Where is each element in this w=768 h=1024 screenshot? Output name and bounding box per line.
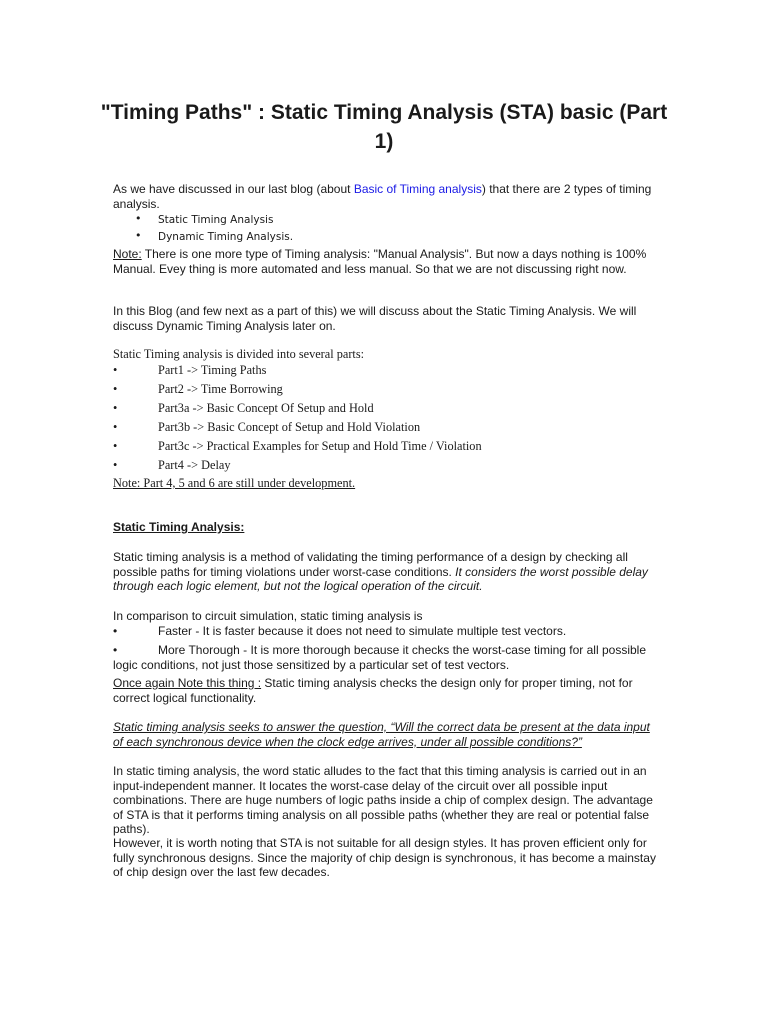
bullet-icon: •: [113, 643, 118, 657]
bullet-icon: •: [113, 401, 118, 415]
bullet-icon: •: [113, 363, 118, 377]
note-label: Note:: [113, 247, 142, 261]
static-paragraph: In static timing analysis, the word static alludes to the fact that this timing analysis is carried out in an input-independent manner. It locates the worst-case delay of the circuit over all possible input combinations. There are huge numbers of logic paths inside a chip of complex design. The advantage of STA is that it performs timing analysis on all possible paths (whether they are real or potential false paths).: [113, 764, 653, 836]
list-item-label: Part2 -> Time Borrowing: [158, 382, 283, 396]
type-label: Static Timing Analysis: [158, 214, 274, 226]
parts-intro: Static Timing analysis is divided into several parts:: [113, 347, 365, 361]
bullet-icon: •: [113, 458, 118, 472]
blog-paragraph: In this Blog (and few next as a part of this) we will discuss about the Static Timing Analysis. We will discuss Dynamic Timing Analysis later on.: [113, 304, 637, 333]
type-label: Dynamic Timing Analysis.: [158, 231, 294, 243]
note-text: There is one more type of Timing analysis: "Manual Analysis". But now a days nothing is 100% Manual. Evey thing is more automated and less manual. So that we are not discussing right now.: [113, 247, 647, 276]
once-again-label: Once again Note this thing :: [113, 676, 262, 690]
comparison-intro: In comparison to circuit simulation, static timing analysis is: [113, 609, 423, 623]
bullet-icon: •: [135, 229, 142, 242]
basic-timing-link[interactable]: Basic of Timing analysis: [353, 182, 482, 196]
list-item-label: Faster - It is faster because it does not need to simulate multiple test vectors.: [158, 624, 567, 638]
list-item: [113, 643, 658, 672]
list-item-label: Part3b -> Basic Concept of Setup and Hold Violation: [158, 420, 421, 434]
page-title: "Timing Paths" : Static Timing Analysis (STA) basic (Part 1): [100, 101, 668, 153]
parts-note: Note: Part 4, 5 and 6 are still under development.: [113, 476, 356, 490]
note-paragraph: [113, 247, 658, 276]
intro-text-end: ) that there are 2 types of timing analysis.: [113, 182, 652, 211]
intro-paragraph: [113, 182, 658, 211]
list-item-label: Part4 -> Delay: [158, 458, 231, 472]
bullet-icon: •: [135, 212, 142, 225]
list-item-label: Part1 -> Timing Paths: [158, 363, 267, 377]
bullet-icon: •: [113, 439, 118, 453]
list-item-label: More Thorough - It is more thorough because it checks the worst-case timing for all possible logic conditions, not just those sensitized by a particular set of test vectors.: [113, 643, 647, 672]
sta-definition-italic: It considers the worst possible delay through each logic element, but not the logical operation of the circuit.: [113, 564, 648, 593]
list-item-label: Part3c -> Practical Examples for Setup and Hold Time / Violation: [158, 439, 482, 453]
sta-definition: [113, 550, 658, 594]
however-paragraph: However, it is worth noting that STA is not suitable for all design styles. It has proven efficient only for fully synchronous designs. Since the majority of chip design is synchronous, it has become a mainstay of chip design over the last few decades.: [113, 836, 656, 879]
section-heading: Static Timing Analysis:: [113, 520, 245, 534]
intro-text: As we have discussed in our last blog (about: [113, 182, 354, 196]
bullet-icon: •: [113, 382, 118, 396]
sta-question: Static timing analysis seeks to answer the question, “Will the correct data be present at the data input of each synchronous device when the clock edge arrives, under all possible conditions?”: [113, 720, 650, 749]
bullet-icon: •: [113, 420, 118, 434]
list-item-label: Part3a -> Basic Concept Of Setup and Hold: [158, 401, 374, 415]
bullet-icon: •: [113, 624, 118, 638]
once-again-text: Static timing analysis checks the design only for proper timing, not for correct logical functionality.: [113, 676, 633, 705]
sta-definition-text: Static timing analysis is a method of validating the timing performance of a design by checking all possible paths for timing violations under worst-case conditions.: [113, 550, 628, 579]
once-again-note: [113, 676, 658, 705]
